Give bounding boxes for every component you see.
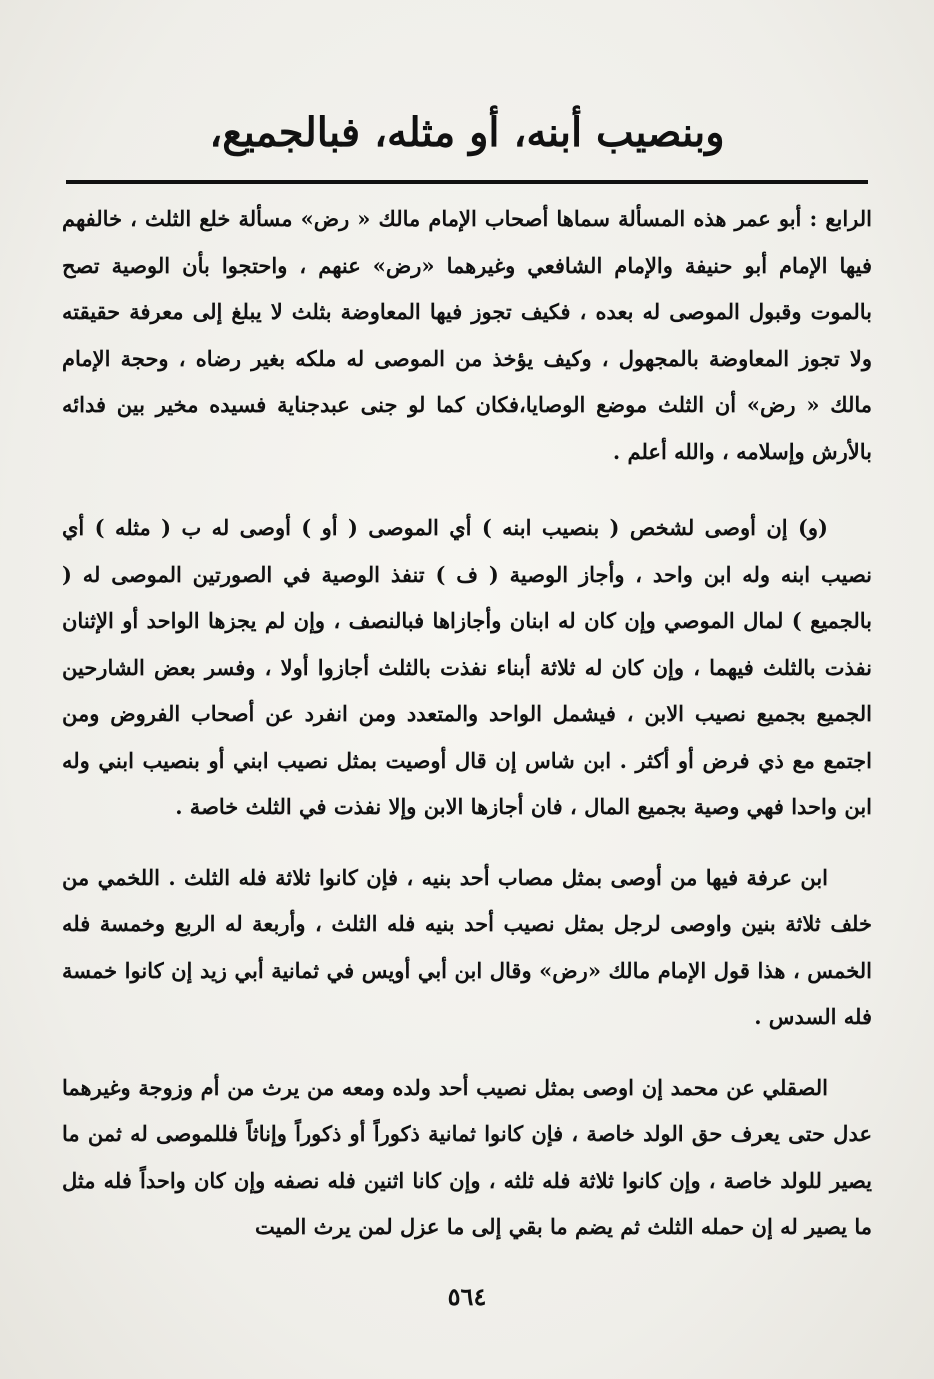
paragraph-3: ابن عرفة فيها من أوصى بمثل مصاب أحد بنيه ، فإن كانوا ثلاثة فله الثلث . اللخمي من خلف ثلاثة بنين واوصى لرجل بمثل نصيب أحد بنيه فله الثلث ، وأربعة له الربع وخمسة فله الخمس ، هذا قول الإمام مالك «رض» وقال ابن أبي أويس في ثمانية أبي زيد إن كانوا خمسة فله السدس .: [62, 864, 872, 1029]
paragraph-4: الصقلي عن محمد إن اوصى بمثل نصيب أحد ولده ومعه من يرث من أم وزوجة وغيرهما عدل حتى يعرف حق الولد خاصة ، فإن كانوا ثمانية ذكوراً أو ذكوراً وإناثاً فللموصى له ثمن ما يصير للولد خاصة ، وإن كانوا ثلاثة فله ثلثه ، وإن كانا اثنين فله نصفه وإن كان واحداً فله مثل ما يصير له إن حمله الثلث ثم يضم ما بقي إلى ما عزل لمن يرث الميت: [62, 1074, 872, 1239]
page-body: [62, 196, 872, 1251]
page-header-text: وبنصيب أبنه، أو مثله، فبالجميع،: [209, 109, 725, 156]
paragraph-1: الرابع : أبو عمر هذه المسألة سماها أصحاب الإمام مالك « رض» مسألة خلع الثلث ، خالفهم فيها الإمام أبو حنيفة والإمام الشافعي وغيرهما «رض» عنهم ، واحتجوا بأن الوصية تصح بالموت وقبول الموصى له بعده ، فكيف تجوز فيها المعاوضة بثلث لا يبلغ إلى معرفة حقيقته ولا تجوز المعاوضة بالمجهول ، وكيف يؤخذ من الموصى له ملكه بغير رضاه ، وحجة الإمام مالك « رض» أن الثلث موضع الوصايا،فكان كما لو جنى عبدجناية فسيده مخير بين فدائه بالأرش وإسلامه ، والله أعلم .: [62, 206, 872, 464]
header-rule: [66, 180, 868, 184]
paragraph-2: (و) إن أوصى لشخص ( بنصيب ابنه ) أي الموصى ( أو ) أوصى له ب ( مثله ) أي نصيب ابنه وله ابن واحد ، وأجاز الوصية ( ف ) تنفذ الوصية في الصورتين الموصى له ( بالجميع ) لمال الموصي وإن كان له ابنان وأجازاها فبالنصف ، وإن لم يجزها الواحد أو الإثنان نفذت بالثلث فيهما ، وإن كان له ثلاثة أبناء نفذت بالثلث أجازوا أولا ، وفسر بعض الشارحين الجميع بجميع نصيب الابن ، فيشمل الواحد والمتعدد ومن انفرد عن أصحاب الفروض ومن اجتمع مع ذي فرض أو أكثر . ابن شاس إن قال أوصيت بمثل نصيب ابني أو بنصيب ابني وله ابن واحدا فهي وصية بجميع المال ، فان أجازها الابن وإلا نفذت في الثلث خاصة .: [62, 515, 872, 819]
page-number: ٥٦٤: [447, 1282, 487, 1311]
